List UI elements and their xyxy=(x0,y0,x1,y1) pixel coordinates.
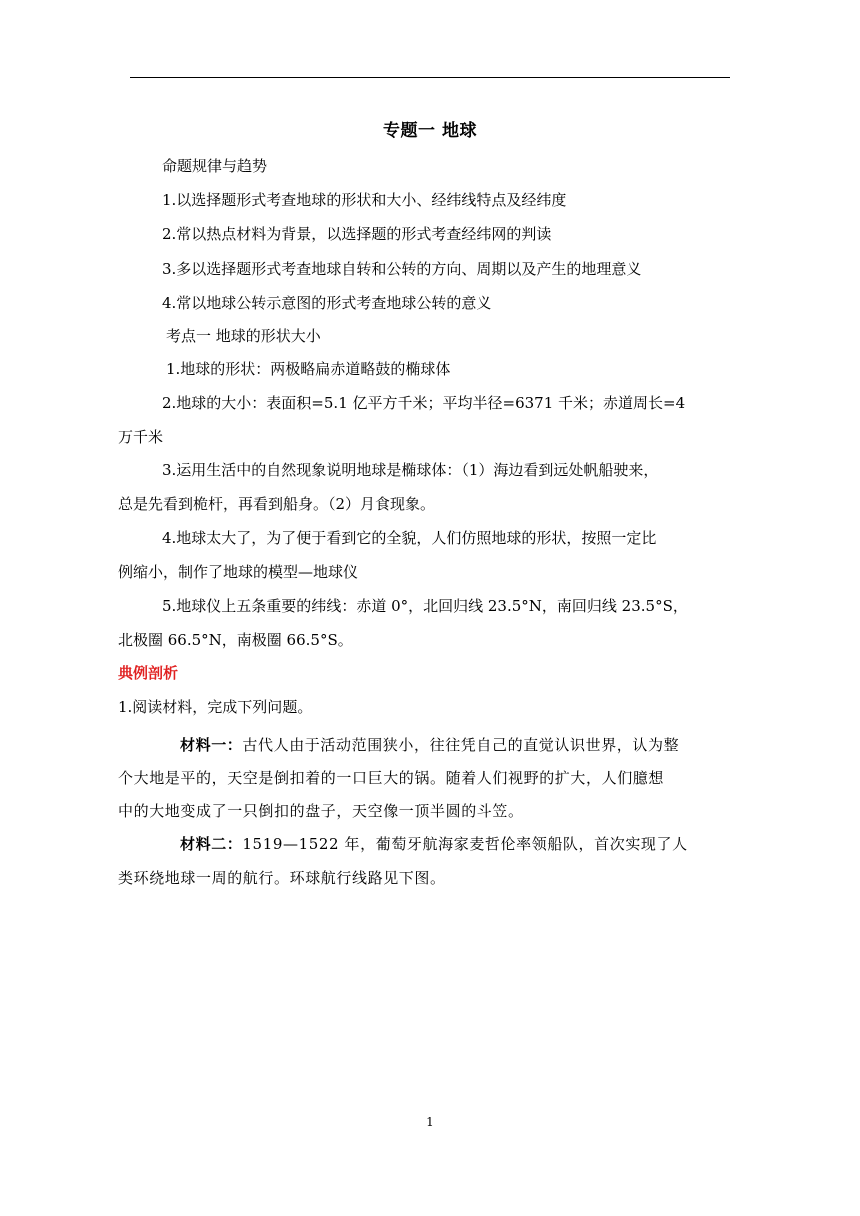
material-one-line: 个大地是平的，天空是倒扣着的一口巨大的锅。随着人们视野的扩大，人们臆想 xyxy=(118,769,665,787)
trend-heading: 命题规律与趋势 xyxy=(162,157,268,175)
material-two-label: 材料二： xyxy=(180,835,243,853)
paragraph-line: 2.地球的大小：表面积=5.1 亿平方千米；平均半径=6371 千米；赤道周长=4 xyxy=(162,394,686,412)
paragraph-line: 4.地球太大了，为了便于看到它的全貌，人们仿照地球的形状，按照一定比 xyxy=(162,529,657,547)
trend-item: 3.多以选择题形式考查地球自转和公转的方向、周期以及产生的地理意义 xyxy=(162,260,642,278)
trend-item: 4.常以地球公转示意图的形式考查地球公转的意义 xyxy=(162,294,492,312)
paragraph-line: 3.运用生活中的自然现象说明地球是椭球体：（1）海边看到远处帆船驶来， xyxy=(162,461,659,479)
page-title: 专题一 地球 xyxy=(383,121,477,141)
trend-item: 2.常以热点材料为背景，以选择题的形式考查经纬网的判读 xyxy=(162,225,552,243)
paragraph-line: 5.地球仪上五条重要的纬线：赤道 0°，北回归线 23.5°N，南回归线 23.5°S， xyxy=(162,597,688,615)
header-rule xyxy=(130,77,730,78)
trend-item: 1.以选择题形式考查地球的形状和大小、经纬线特点及经纬度 xyxy=(162,191,567,209)
material-one-line: 中的大地变成了一只倒扣的盘子，天空像一顶半圆的斗笠。 xyxy=(118,802,524,820)
question-line: 1.阅读材料，完成下列问题。 xyxy=(118,698,313,716)
paragraph-line: 万千米 xyxy=(118,428,164,446)
material-two-line xyxy=(180,834,688,854)
paragraph-line: 1.地球的形状：两极略扁赤道略鼓的椭球体 xyxy=(166,360,451,378)
material-two-text: 1519—1522 年，葡萄牙航海家麦哲伦率领船队，首次实现了人 xyxy=(242,835,688,853)
material-one-line xyxy=(180,735,679,755)
paragraph-line: 北极圈 66.5°N，南极圈 66.5°S。 xyxy=(118,631,353,649)
page-number: 1 xyxy=(426,1115,434,1129)
material-two-line: 类环绕地球一周的航行。环球航行线路见下图。 xyxy=(118,869,446,887)
paragraph-line: 例缩小，制作了地球的模型—地球仪 xyxy=(118,563,359,581)
paragraph-line: 总是先看到桅杆，再看到船身。（2）月食现象。 xyxy=(118,495,436,513)
material-one-label: 材料一： xyxy=(180,736,243,754)
material-one-text: 古代人由于活动范围狭小，往往凭自己的直觉认识世界，认为整 xyxy=(242,736,680,754)
example-heading: 典例剖析 xyxy=(118,664,179,682)
section-heading: 考点一 地球的形状大小 xyxy=(166,327,321,345)
